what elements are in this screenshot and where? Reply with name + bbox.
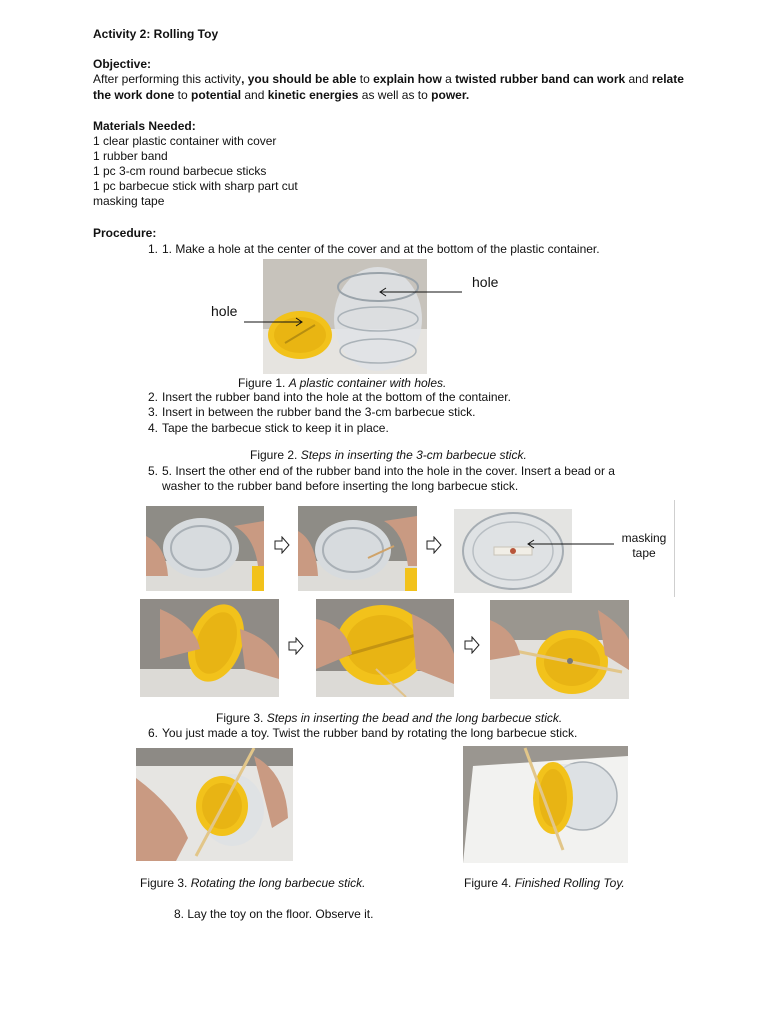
objective-text-line-2	[93, 88, 469, 103]
objective-segment: relate	[651, 72, 684, 86]
right-arrow-icon	[274, 536, 290, 554]
objective-segment: potential	[191, 88, 242, 102]
objective-segment: , you should be able	[241, 72, 357, 86]
objective-segment: and	[625, 72, 652, 86]
figure-1-caption: Figure 1. A plastic container with holes.	[238, 376, 447, 390]
figure-3-photo-1	[140, 599, 279, 697]
objective-segment: and	[241, 88, 268, 102]
figure-3-photo-2	[316, 599, 454, 697]
procedure-step-2: 2. Insert the rubber band into the hole at the bottom of the container.	[147, 390, 511, 404]
objective-heading: Objective:	[93, 57, 152, 71]
materials-list	[93, 134, 298, 209]
procedure-step-8: 8. Lay the toy on the floor. Observe it.	[174, 907, 374, 921]
material-item: 1 rubber band	[93, 149, 168, 163]
material-item: 1 pc 3-cm round barbecue sticks	[93, 164, 267, 178]
objective-segment: kinetic energies	[267, 88, 359, 102]
objective-text-line-1	[93, 72, 684, 87]
material-item: 1 clear plastic container with cover	[93, 134, 277, 148]
figure-2-photo-1	[146, 506, 264, 591]
procedure-step-5: 5. 5. Insert the other end of the rubber band into the hole in the cover. Insert a bead or a washer to the rubber band before inserting the long barbecue stick.	[147, 464, 615, 493]
procedure-step-3: 3. Insert in between the rubber band the 3-cm barbecue stick.	[147, 405, 476, 419]
material-item: masking tape	[93, 194, 165, 208]
objective-segment: as well as to	[358, 88, 432, 102]
objective-segment: twisted rubber band can work	[455, 72, 626, 86]
figure-3b-photo	[136, 748, 293, 861]
right-arrow-icon	[426, 536, 442, 554]
activity-title: Activity 2: Rolling Toy	[93, 27, 219, 41]
masking-tape-label: masking tape	[621, 531, 667, 560]
hole-label-right: hole	[472, 274, 499, 290]
right-arrow-icon	[464, 636, 480, 654]
objective-segment: to	[356, 72, 374, 86]
figure-3b-caption: Figure 3. Rotating the long barbecue stick.	[140, 876, 366, 890]
figure-2-photo-2	[298, 506, 417, 591]
figure-4-caption: Figure 4. Finished Rolling Toy.	[464, 876, 625, 890]
materials-heading: Materials Needed:	[93, 119, 196, 133]
procedure-step-4: 4. Tape the barbecue stick to keep it in place.	[147, 421, 389, 435]
figure-2-caption: Figure 2. Steps in inserting the 3-cm barbecue stick.	[250, 448, 527, 462]
figure-3a-caption: Figure 3. Steps in inserting the bead and the long barbecue stick.	[216, 711, 563, 725]
objective-segment: power.	[431, 88, 470, 102]
objective-segment: the work done	[93, 88, 175, 102]
objective-segment: a	[441, 72, 456, 86]
hole-label-left: hole	[211, 303, 238, 319]
procedure-heading: Procedure:	[93, 226, 157, 240]
masking-tape-arrow	[524, 538, 616, 550]
frame-divider	[674, 500, 675, 597]
objective-segment: to	[174, 88, 192, 102]
objective-segment: explain how	[373, 72, 442, 86]
objective-segment: After performing this activity	[93, 72, 242, 86]
figure-3-photo-3	[490, 600, 629, 699]
figure-1-arrows	[240, 280, 470, 330]
right-arrow-icon	[288, 637, 304, 655]
figure-4-photo	[463, 746, 628, 863]
figure-2-photo-3	[454, 509, 572, 593]
material-item: 1 pc barbecue stick with sharp part cut	[93, 179, 298, 193]
procedure-step-6: 6. You just made a toy. Twist the rubber band by rotating the long barbecue stick.	[147, 726, 578, 740]
